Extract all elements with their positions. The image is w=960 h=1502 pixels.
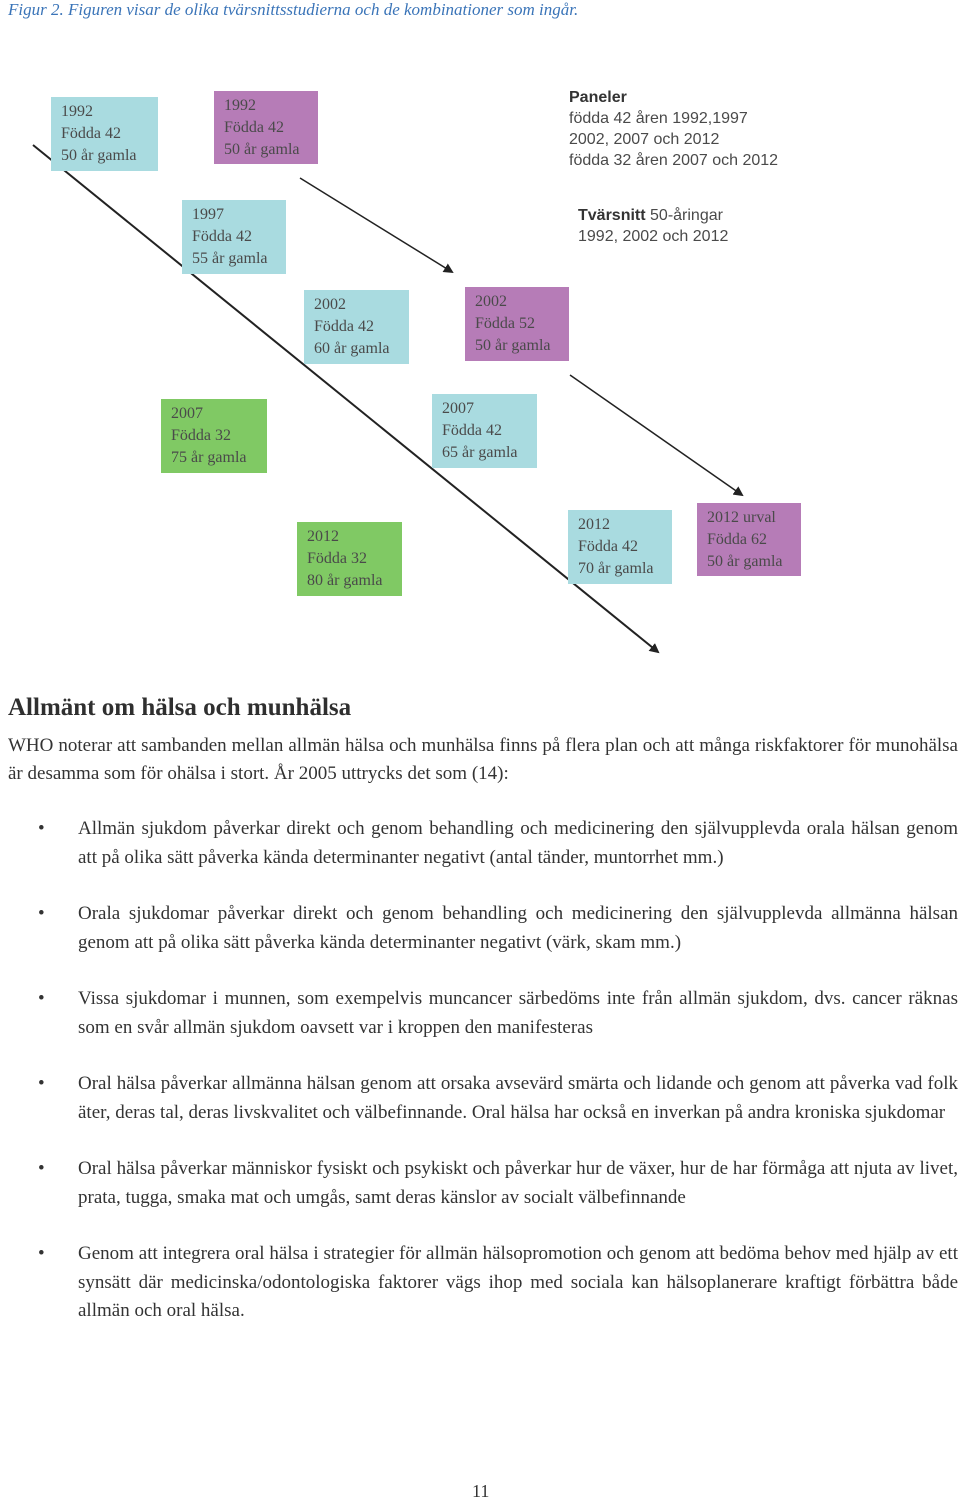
cross-arrow-2002-2012 <box>570 375 742 495</box>
box-2012-born32: 2012 Födda 32 80 år gamla <box>297 522 402 596</box>
cross-arrow-1992-2002 <box>300 178 452 272</box>
bullet-icon: • <box>38 988 45 1009</box>
page-number: 11 <box>472 1481 490 1501</box>
figure-caption: Figur 2. Figuren visar de olika tvärsnittsstudierna och de kombinationer som ingår. <box>8 0 579 19</box>
box-2012-urval-born62: 2012 urval Födda 62 50 år gamla <box>697 503 801 576</box>
box-1992-born42-blue: 1992 Födda 42 50 år gamla <box>51 97 158 171</box>
box-2007-born42: 2007 Födda 42 65 år gamla <box>432 394 537 468</box>
box-2007-born32: 2007 Födda 32 75 år gamla <box>161 399 267 473</box>
list-item-text: Oral hälsa påverkar allmänna hälsan genom att orsaka avsevärd smärta och lidande och genom att påverka vad folk äter, deras tal, deras livskvalitet och välbefinnande. Oral hälsa har också en inverkan på andra kroniska sjukdomar <box>78 1073 958 1123</box>
box-2002-born42: 2002 Födda 42 60 år gamla <box>304 290 409 364</box>
legend-panels-line: födda 32 åren 2007 och 2012 <box>569 152 779 169</box>
legend-panels-line: 2002, 2007 och 2012 <box>569 131 720 148</box>
list-item-text: Oral hälsa påverkar människor fysiskt och psykiskt och påverkar hur de växer, hur de har förmåga att njuta av livet, prata, tugga, smaka mat och umgås, samt deras känslor av socialt välbefinnande <box>78 1158 958 1208</box>
box-2012-born42: 2012 Födda 42 70 år gamla <box>568 510 672 584</box>
bullet-icon: • <box>38 1243 45 1264</box>
box-1992-born42-purple: 1992 Födda 42 50 år gamla <box>214 91 318 164</box>
list-item <box>0 815 960 872</box>
legend-cross-title-rest: 50-åringar <box>645 207 723 224</box>
list-item-text: Allmän sjukdom påverkar direkt och genom behandling och medicinering den självupplevda orala hälsan genom att på olika sätt påverka kända determinanter negativt (antal tänder, muntorrhet mm.) <box>78 818 958 868</box>
bullet-icon: • <box>38 903 45 924</box>
legend-cross-title: Tvärsnitt <box>578 207 646 224</box>
list-item <box>0 900 960 957</box>
section-heading: Allmänt om hälsa och munhälsa <box>8 694 352 721</box>
legend-panels <box>569 87 778 171</box>
legend-panels-title: Paneler <box>569 89 627 106</box>
bullet-icon: • <box>38 1158 45 1179</box>
list-item-text: Genom att integrera oral hälsa i strategier för allmän hälsopromotion och genom att bedöma behov med hjälp av ett synsätt där medicinska/odontologiska faktorer vägs ihop med sociala kan hälsoplanerare kraftigt förbättra både allmän och oral hälsa. <box>78 1243 958 1321</box>
list-item-text: Vissa sjukdomar i munnen, som exempelvis muncancer särbedöms inte från allmän sjukdom, dvs. cancer räknas som en svår allmän sjukdom oavsett var i kroppen den manifesteras <box>78 988 958 1038</box>
legend-panels-line: födda 42 åren 1992,1997 <box>569 110 748 127</box>
intro-paragraph: WHO noterar att sambanden mellan allmän hälsa och munhälsa finns på flera plan och att många riskfaktorer för munohälsa är desamma som för ohälsa i stort. År 2005 uttrycks det som (14): <box>8 735 958 784</box>
list-item <box>0 985 960 1042</box>
legend-cross-section <box>578 205 728 247</box>
box-1997-born42: 1997 Födda 42 55 år gamla <box>182 200 286 274</box>
list-item <box>0 1240 960 1326</box>
legend-cross-line: 1992, 2002 och 2012 <box>578 228 729 245</box>
box-2002-born52: 2002 Födda 52 50 år gamla <box>465 287 569 361</box>
list-item <box>0 1155 960 1212</box>
bullet-list <box>0 815 960 1354</box>
list-item-text: Orala sjukdomar påverkar direkt och genom behandling och medicinering den självupplevda allmänna hälsan genom att på olika sätt påverka kända determinanter negativt (värk, skam mm.) <box>78 903 958 953</box>
bullet-icon: • <box>38 1073 45 1094</box>
list-item <box>0 1070 960 1127</box>
bullet-icon: • <box>38 818 45 839</box>
